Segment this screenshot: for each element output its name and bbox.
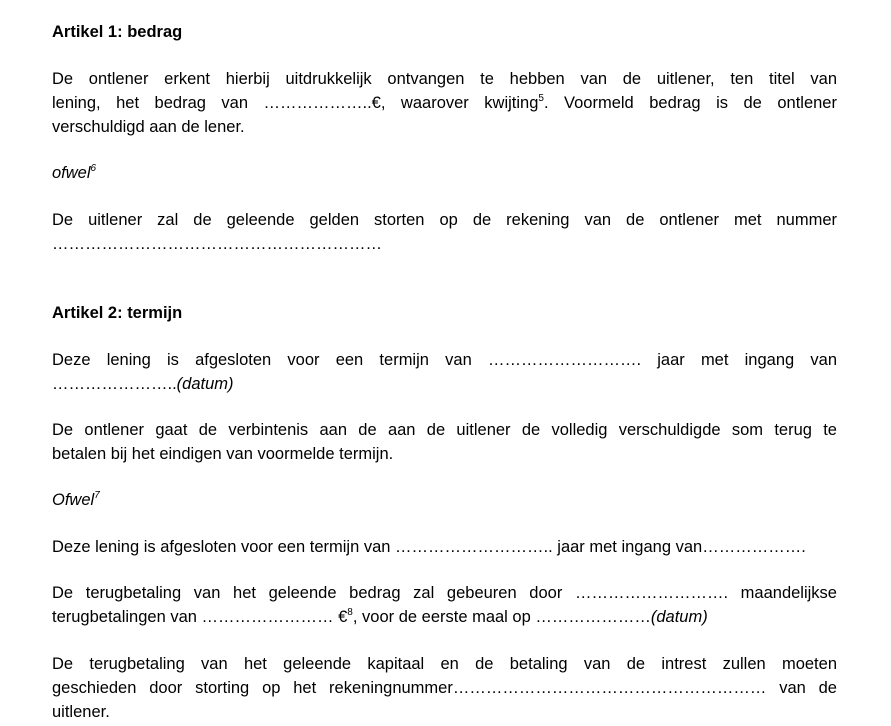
article-1-paragraph-1-line-1: De ontlener erkent hierbij uitdrukkelijk ontvangen te hebben van de uitlener, ten titel van — [52, 70, 837, 88]
account-number-placeholder: …………………………………………………… — [52, 235, 382, 253]
text-run: . Voormeld bedrag is de ontlener — [543, 94, 837, 112]
ofwel-label: Ofwel — [52, 491, 95, 509]
footnote-ref-8: 8 — [347, 606, 353, 618]
date-hint: (datum) — [650, 608, 708, 626]
article-2-paragraph-4-line-1: De terugbetaling van het geleende bedrag zal gebeuren door ………………………. maandelijkse — [52, 584, 837, 602]
article-1-heading: Artikel 1: bedrag — [52, 23, 183, 41]
article-2-heading: Artikel 2: termijn — [52, 304, 183, 322]
footnote-ref-6: 6 — [90, 162, 97, 174]
article-2-paragraph-2-line-2: betalen bij het eindigen van voormelde termijn. — [52, 445, 394, 463]
article-2-paragraph-5-line-2: geschieden door storting op het rekeningnummer………………………………………………… van de — [52, 679, 837, 697]
article-2-paragraph-5-line-3: uitlener. — [52, 703, 110, 721]
ofwel-label: ofwel — [52, 164, 91, 182]
article-1-paragraph-1-line-3: verschuldigd aan de lener. — [52, 118, 245, 136]
text-run: , voor de eerste maal op ………………… — [352, 608, 651, 626]
article-2-alternative-label — [52, 488, 837, 512]
date-placeholder: ………………….. — [52, 375, 177, 393]
article-2-paragraph-5-line-1: De terugbetaling van het geleende kapitaal en de betaling van de intrest zullen moeten — [52, 655, 837, 673]
article-2-paragraph-1-line-2 — [52, 372, 837, 396]
text-run: terugbetalingen van …………………… € — [52, 608, 348, 626]
date-hint: (datum) — [176, 375, 234, 393]
footnote-ref-7: 7 — [94, 489, 100, 501]
footnote-ref-5: 5 — [538, 92, 544, 104]
article-1-alternative-label — [52, 161, 837, 185]
article-2-paragraph-3-line-1: Deze lening is afgesloten voor een termijn van ……………………….. jaar met ingang van………………. — [52, 538, 806, 556]
article-1-paragraph-2-line-1: De uitlener zal de geleende gelden storten op de rekening van de ontlener met nummer — [52, 211, 837, 229]
text-run: lening, het bedrag van ………………..€, waarover kwijting — [52, 94, 539, 112]
article-2-paragraph-2-line-1: De ontlener gaat de verbintenis aan de aan de uitlener de volledig verschuldigde som terug te — [52, 421, 837, 439]
article-1-paragraph-1-line-2 — [52, 91, 837, 115]
article-2-paragraph-4-line-2 — [52, 605, 837, 629]
article-2-paragraph-1-line-1: Deze lening is afgesloten voor een termijn van ………………………. jaar met ingang van — [52, 351, 837, 369]
